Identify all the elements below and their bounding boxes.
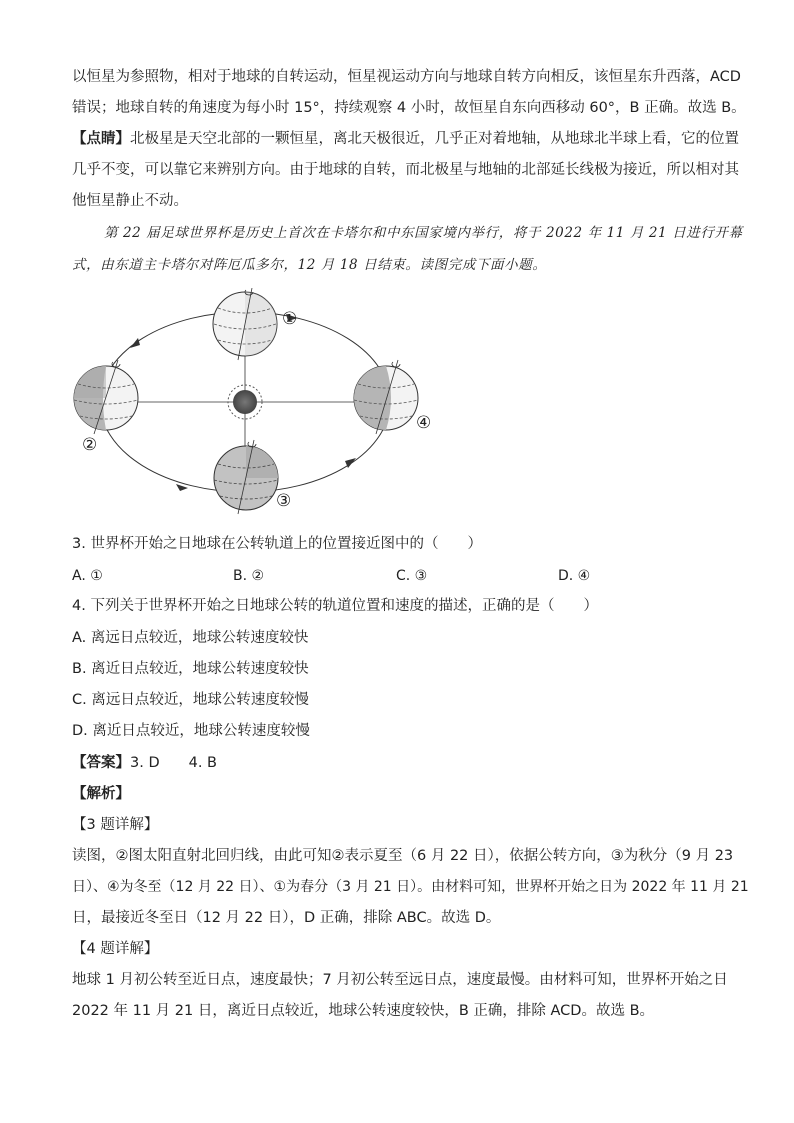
- comment-paragraph-line-1: [72, 132, 739, 147]
- answer-line: [72, 756, 217, 771]
- orbit-arrow-bottom-left: [176, 484, 188, 491]
- q3-detail-line-3: 日，最接近冬至日（12 月 22 日），D 正确，排除 ABC。故选 D。: [72, 910, 501, 926]
- earth-position-4: [354, 360, 418, 434]
- question-3-stem: 3. 世界杯开始之日地球在公转轨道上的位置接近图中的（ ）: [72, 536, 482, 552]
- sun-icon: [228, 385, 262, 419]
- q3-detail-heading: 【3 题详解】: [72, 817, 159, 833]
- prev-explanation-line-1: 以恒星为参照物，相对于地球的自转运动，恒星视运动方向与地球自转方向相反，该恒星东升西落，ACD: [72, 69, 741, 85]
- answer-value: 3. D 4. B: [130, 755, 217, 771]
- q3-option-d: D. ④: [558, 568, 591, 584]
- material-line-1: 第 22 届足球世界杯是历史上首次在卡塔尔和中东国家境内举行，将于 2022 年 11 月 21 日进行开幕: [104, 225, 743, 241]
- comment-text-1: 北极星是天空北部的一颗恒星，离北天极很近，几乎正对着地轴，从地球北半球上看，它的位置: [130, 131, 739, 147]
- q4-option-a: A. 离远日点较近，地球公转速度较快: [72, 630, 309, 646]
- label-position-1: ①: [282, 309, 298, 329]
- q3-option-a: A. ①: [72, 568, 103, 584]
- prev-explanation-line-2: 错误；地球自转的角速度为每小时 15°，持续观察 4 小时，故恒星自东向西移动 60°，B 正确。故选 B。: [72, 100, 746, 116]
- question-4-stem: 4. 下列关于世界杯开始之日地球公转的轨道位置和速度的描述，正确的是（ ）: [72, 598, 598, 614]
- q4-detail-line-2: 2022 年 11 月 21 日，离近日点较近，地球公转速度较快，B 正确，排除 ACD。故选 B。: [72, 1003, 655, 1019]
- q3-detail-line-2: 日）、④为冬至（12 月 22 日）、①为春分（3 月 21 日）。由材料可知，世界杯开始之日为 2022 年 11 月 21: [72, 879, 749, 895]
- orbit-arrow-top-left: [130, 338, 140, 348]
- earth-position-2: [74, 360, 138, 434]
- material-line-2: 式，由东道主卡塔尔对阵厄瓜多尔，12 月 18 日结束。读图完成下面小题。: [72, 257, 547, 273]
- q4-detail-heading: 【4 题详解】: [72, 941, 159, 957]
- analysis-label: 【解析】: [72, 786, 130, 802]
- q3-detail-line-1: 读图，②图太阳直射北回归线，由此可知②表示夏至（6 月 22 日），依据公转方向，③为秋分（9 月 23: [72, 848, 734, 864]
- label-position-2: ②: [82, 435, 98, 455]
- q4-option-c: C. 离远日点较近，地球公转速度较慢: [72, 692, 309, 708]
- q3-option-c: C. ③: [396, 568, 428, 584]
- q3-option-b: B. ②: [233, 568, 265, 584]
- comment-label: 【点睛】: [72, 131, 130, 147]
- q4-option-d: D. 离近日点较近，地球公转速度较慢: [72, 723, 310, 739]
- q4-option-b: B. 离近日点较近，地球公转速度较快: [72, 661, 309, 677]
- answer-label: 【答案】: [72, 755, 130, 771]
- label-position-4: ④: [416, 413, 432, 433]
- comment-paragraph-line-3: 他恒星静止不动。: [72, 193, 188, 209]
- earth-position-3: [214, 440, 278, 514]
- earth-position-1: [213, 288, 277, 360]
- q4-detail-line-1: 地球 1 月初公转至近日点，速度最快；7 月初公转至远日点，速度最慢。由材料可知，世界杯开始之日: [72, 972, 728, 988]
- earth-orbit-diagram: [60, 288, 450, 520]
- label-position-3: ③: [276, 491, 292, 511]
- comment-paragraph-line-2: 几乎不变，可以靠它来辨别方向。由于地球的自转，而北极星与地轴的北部延长线极为接近，所以相对其: [72, 162, 739, 178]
